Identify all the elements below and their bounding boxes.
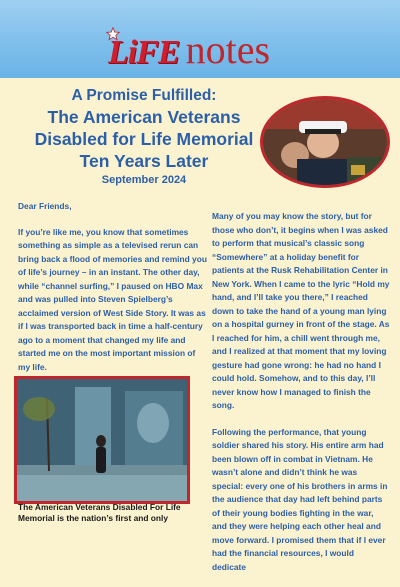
letter-paragraph: Many of you may know the story, but for those who don’t, it begins when I was asked to perform that musical’s classic song “Somewhere” at a holiday benefit for patients at the Rusk Rehabilitation Center in New York. When I came to the lyric “Hold my hand, and I’ll take you there,” I reached down to take the hand of a young man lying on a hospital gurney in front of the stage. As I reached for him, a chill went through me, and I realized at that moment that my loving gesture had gone wrong: he had no hand I could hold. Somehow, and to this day, I’ll never know how I managed to finish the song. (212, 211, 390, 410)
photo-caption: The American Veterans Disabled For Life Memorial is the nation’s first and only (18, 502, 181, 523)
letter-left-column (18, 200, 208, 374)
headline-line-1: The American Veterans (47, 107, 241, 127)
letter-right-column (212, 210, 390, 587)
life-notes-logo (108, 27, 271, 72)
letter-paragraph: If you’re like me, you know that sometimes something as simple as a televised rerun can bring back a flood of memories and remind you of life’s journey – in an instant. The other day, while “channel surfing,” I paused on HBO Max and was pulled into Steven Spielberg’s acclaimed version of West Side Story. It was as if I was transported back in time a half-century ago to a moment that changed my life and started me on the most important mission of my life. (18, 226, 207, 372)
letter-greeting: Dear Friends, (18, 201, 72, 211)
letter-paragraph: Following the performance, that young soldier shared his story. His entire arm had been blown off in combat in Vietnam. He wasn’t alone and didn’t think he was special: every one of his brothers in arms in the audience that day had left behind parts of their young bodies fighting in the war, and they were helping each other heal and move forward. I promised them that if I ever had the financial resources, I would dedicate (212, 426, 388, 572)
memorial-photo (14, 376, 190, 504)
issue-date: September 2024 (101, 174, 187, 186)
headline-line-2: Disabled for Life Memorial (34, 129, 254, 149)
logo-life-text: LiFE (108, 34, 180, 71)
logo-notes-text: notes (185, 27, 271, 72)
veterans-portrait-image (260, 96, 390, 188)
headline-line-3: Ten Years Later (79, 151, 209, 171)
headline-kicker: A Promise Fulfilled: (71, 87, 217, 104)
headline (20, 86, 268, 188)
masthead (0, 0, 400, 78)
